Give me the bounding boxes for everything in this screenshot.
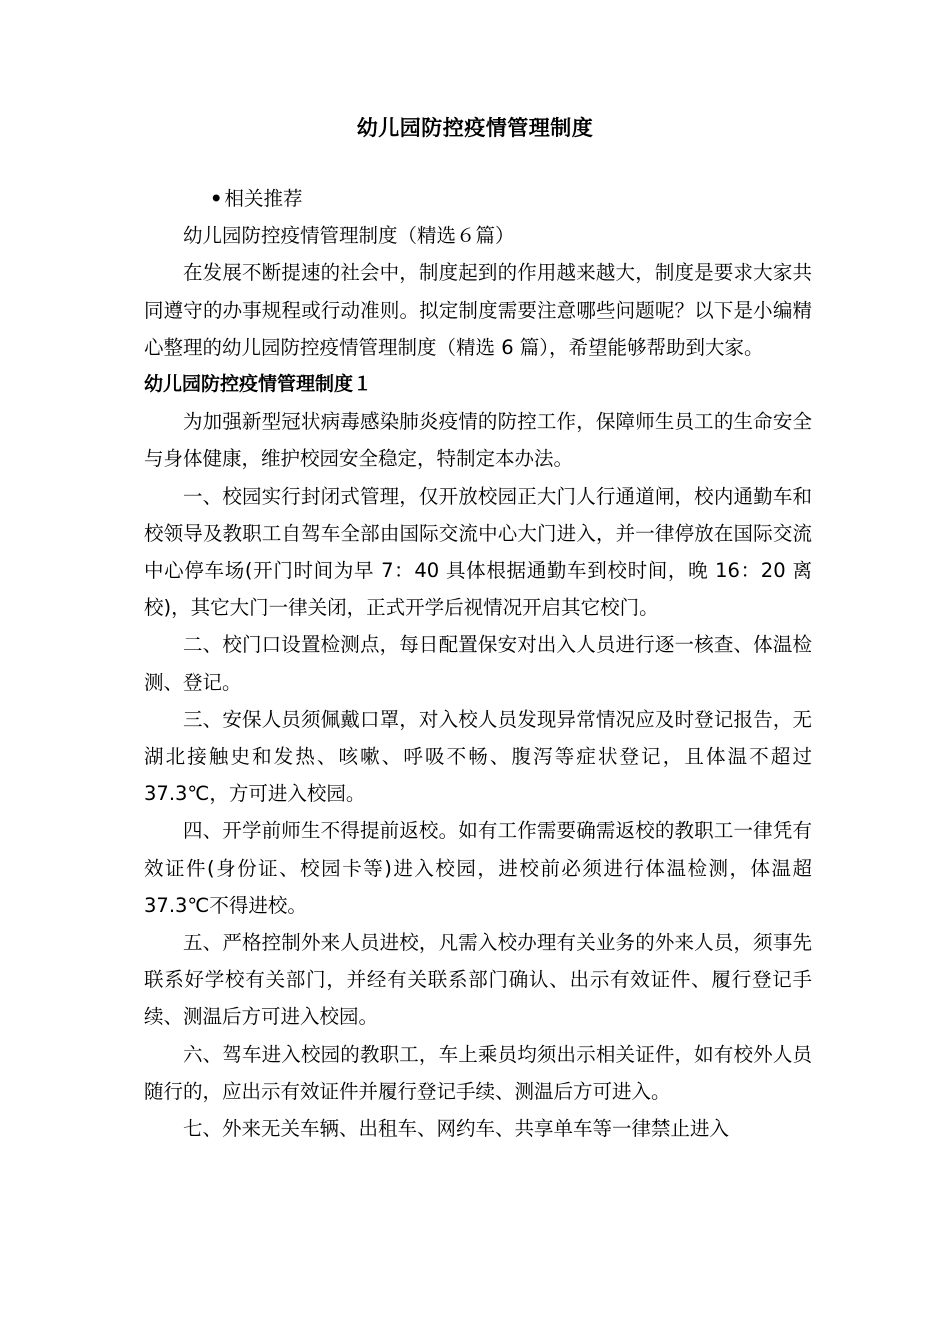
body-paragraph: 一、校园实行封闭式管理，仅开放校园正大门人行通道闸，校内通勤车和校领导及教职工自驾车全部由国际交流中心大门进入，并一律停放在国际交流中心停车场(开门时间为早 7：40 具体根据通勤车到校时间，晚 16：20 离校)，其它大门一律关闭，正式开学后视情况开启其它校门。 [144,484,812,620]
related-recommendation [144,180,812,217]
intro-paragraph: 在发展不断提速的社会中，制度起到的作用越来越大，制度是要求大家共同遵守的办事规程或行动准则。拟定制度需要注意哪些问题呢？以下是小编精心整理的幼儿园防控疫情管理制度（精选 6 篇），希望能够帮助到大家。 [144,261,812,359]
body-paragraph: 七、外来无关车辆、出租车、网约车、共享单车等一律禁止进入 [183,1117,730,1141]
body-paragraph: 四、开学前师生不得提前返校。如有工作需要确需返校的教职工一律凭有效证件(身份证、校园卡等)进入校园，进校前必须进行体温检测，体温超 37.3℃不得进校。 [144,819,812,917]
document-body [144,180,812,1147]
related-label[interactable]: 相关推荐 [224,187,303,210]
body-paragraph: 为加强新型冠状病毒感染肺炎疫情的防控工作，保障师生员工的生命安全与身体健康，维护校园安全稳定，特制定本办法。 [144,410,812,471]
body-paragraph: 六、驾车进入校园的教职工，车上乘员均须出示相关证件，如有校外人员随行的，应出示有效证件并履行登记手续、测温后方可进入。 [144,1042,812,1103]
bullet-icon: • [210,187,223,210]
body-paragraph: 二、校门口设置检测点，每日配置保安对出入人员进行逐一核查、体温检测、登记。 [144,633,812,694]
document-subtitle: 幼儿园防控疫情管理制度（精选６篇） [183,224,515,248]
body-paragraph: 三、安保人员须佩戴口罩，对入校人员发现异常情况应及时登记报告，无湖北接触史和发热、咳嗽、呼吸不畅、腹泻等症状登记，且体温不超过 37.3℃，方可进入校园。 [144,707,812,806]
document-title: 幼儿园防控疫情管理制度 [356,116,594,140]
body-paragraph: 五、严格控制外来人员进校，凡需入校办理有关业务的外来人员，须事先联系好学校有关部门，并经有关联系部门确认、出示有效证件、履行登记手续、测温后方可进入校园。 [144,931,812,1029]
section-heading: 幼儿园防控疫情管理制度１ [144,373,373,396]
